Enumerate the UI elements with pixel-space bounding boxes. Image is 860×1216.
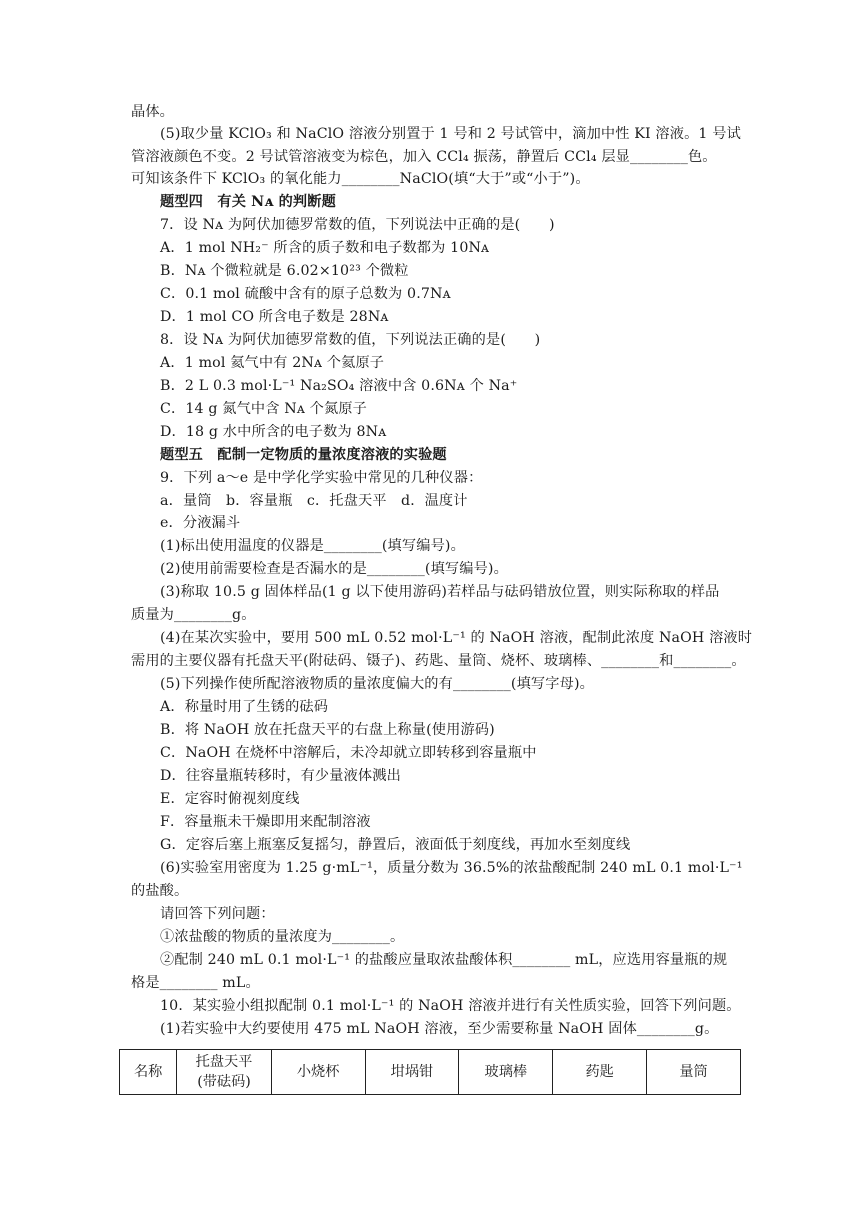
text-line: a．量筒 b．容量瓶 c．托盘天平 d．温度计 <box>160 493 468 509</box>
option-e: E．定容时俯视刻度线 <box>160 791 300 807</box>
option-a: A．1 mol 氦气中有 2Nᴀ 个氦原子 <box>160 355 385 371</box>
option-d: D．1 mol CO 所含电子数是 28Nᴀ <box>160 309 389 325</box>
text-line: 管溶液颜色不变。2 号试管溶液变为棕色，加入 CCl₄ 振荡，静置后 CCl₄ 层显________色。 <box>131 149 717 165</box>
text-line: ②配制 240 mL 0.1 mol·L⁻¹ 的盐酸应量取浓盐酸体积________ mL，应选用容量瓶的规 <box>160 952 728 968</box>
text-line: 格是________ mL。 <box>131 975 260 991</box>
table-cell: 玻璃棒 <box>459 1050 553 1095</box>
table-row <box>120 1050 741 1095</box>
option-d: D．18 g 水中所含的电子数为 8Nᴀ <box>160 424 387 440</box>
text-line: (6)实验室用密度为 1.25 g·mL⁻¹，质量分数为 36.5%的浓盐酸配制 240 mL 0.1 mol·L⁻¹ <box>160 860 743 876</box>
text-line: (5)取少量 KClO₃ 和 NaClO 溶液分别置于 1 号和 2 号试管中，滴加中性 KI 溶液。1 号试 <box>160 126 741 142</box>
option-d: D．往容量瓶转移时，有少量液体溅出 <box>160 768 401 784</box>
option-b: B．将 NaOH 放在托盘天平的右盘上称量(使用游码) <box>160 722 495 738</box>
option-b: B．Nᴀ 个微粒就是 6.02×10²³ 个微粒 <box>160 263 409 279</box>
question-9: 9．下列 a～e 是中学化学实验中常见的几种仪器： <box>160 470 483 486</box>
table-cell: 量筒 <box>647 1050 741 1095</box>
text-line: e．分液漏斗 <box>160 515 241 531</box>
text-line: 请回答下列问题： <box>160 906 275 922</box>
text-line: (1)标出使用温度的仪器是________(填写编号)。 <box>160 538 465 554</box>
option-c: C．14 g 氮气中含 Nᴀ 个氮原子 <box>160 401 367 417</box>
question-10: 10．某实验小组拟配制 0.1 mol·L⁻¹ 的 NaOH 溶液并进行有关性质实验，回答下列问题。 <box>160 998 741 1014</box>
text-line: (4)在某次实验中，要用 500 mL 0.52 mol·L⁻¹ 的 NaOH 溶液，配制此浓度 NaOH 溶液时 <box>160 630 753 646</box>
option-a: A．1 mol NH₂⁻ 所含的质子数和电子数都为 10Nᴀ <box>160 240 490 256</box>
text-line: 晶体。 <box>131 104 175 120</box>
text-line: 需用的主要仪器有托盘天平(附砝码、镊子)、药匙、量筒、烧杯、玻璃棒、________和________。 <box>131 653 746 669</box>
text-line: (1)若实验中大约要使用 475 mL NaOH 溶液，至少需要称量 NaOH 固体________g。 <box>160 1021 719 1037</box>
text-line: (5)下列操作使所配溶液物质的量浓度偏大的有________(填写字母)。 <box>160 676 594 692</box>
text-line: ①浓盐酸的物质的量浓度为________。 <box>160 929 405 945</box>
option-c: C．NaOH 在烧杯中溶解后，未冷却就立即转移到容量瓶中 <box>160 745 537 761</box>
option-f: F．容量瓶未干燥即用来配制溶液 <box>160 814 371 830</box>
text-line: (3)称取 10.5 g 固体样品(1 g 以下使用游码)若样品与砝码错放位置，则实际称取的样品 <box>160 584 720 600</box>
option-c: C．0.1 mol 硫酸中含有的原子总数为 0.7Nᴀ <box>160 286 451 302</box>
table-header-cell: 名称 <box>120 1050 177 1095</box>
table-cell: 托盘天平 (带砝码) <box>177 1050 271 1095</box>
table-cell: 药匙 <box>553 1050 647 1095</box>
text-line: 可知该条件下 KClO₃ 的氧化能力________NaClO(填“大于”或“小于”)。 <box>131 171 590 187</box>
table-cell: 坩埚钳 <box>365 1050 459 1095</box>
option-a: A．称量时用了生锈的砝码 <box>160 699 329 715</box>
option-b: B．2 L 0.3 mol·L⁻¹ Na₂SO₄ 溶液中含 0.6Nᴀ 个 Na⁺ <box>160 378 518 394</box>
table-cell: 小烧杯 <box>271 1050 365 1095</box>
text-line: 质量为________g。 <box>131 607 256 623</box>
section-heading: 题型四 有关 Nᴀ 的判断题 <box>160 194 336 210</box>
question-8: 8．设 Nᴀ 为阿伏加德罗常数的值，下列说法正确的是( ) <box>160 332 541 348</box>
text-line: 的盐酸。 <box>131 883 189 899</box>
text-line: (2)使用前需要检查是否漏水的是________(填写编号)。 <box>160 561 508 577</box>
section-heading: 题型五 配制一定物质的量浓度溶液的实验题 <box>160 447 447 463</box>
question-7: 7．设 Nᴀ 为阿伏加德罗常数的值，下列说法中正确的是( ) <box>160 217 555 233</box>
instrument-table <box>119 1049 741 1095</box>
option-g: G．定容后塞上瓶塞反复摇匀，静置后，液面低于刻度线，再加水至刻度线 <box>160 837 631 853</box>
